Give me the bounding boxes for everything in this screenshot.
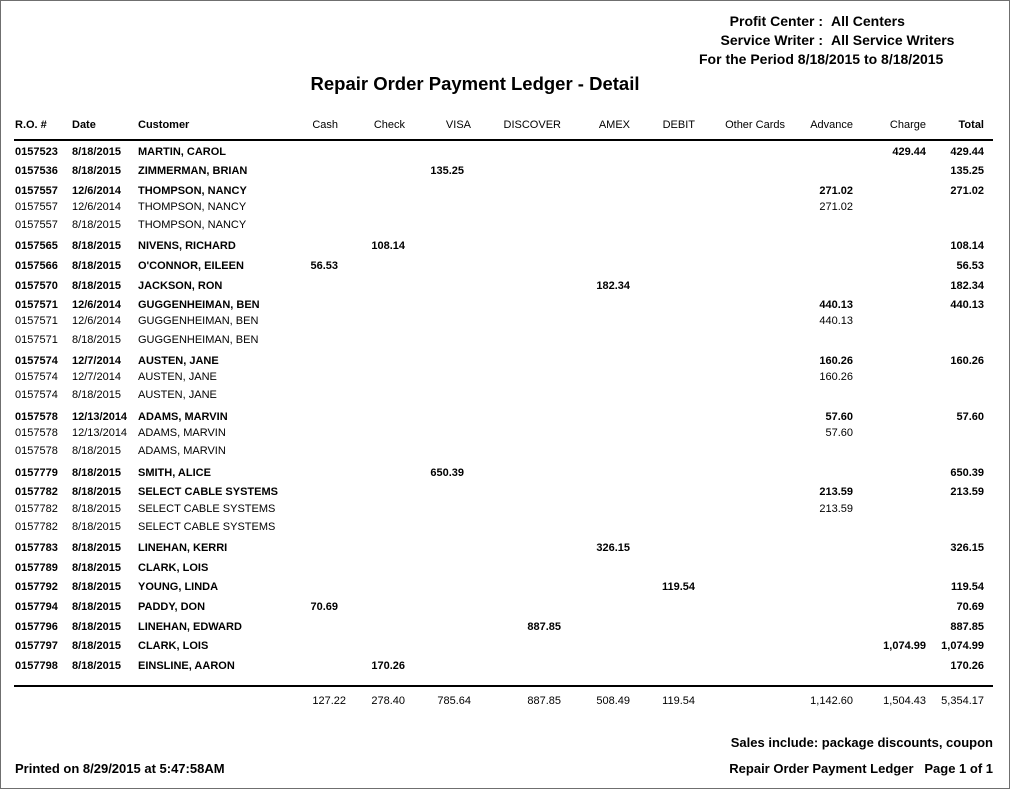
row-ro-number: 0157797 — [15, 640, 58, 652]
row-date: 12/13/2014 — [72, 411, 128, 423]
col-date: Date — [72, 119, 96, 131]
col-total: Total — [958, 119, 984, 131]
row-cash-amount: 70.69 — [310, 601, 338, 613]
page-footer — [729, 761, 993, 776]
row-ro-number: 0157571 — [15, 334, 58, 346]
printed-on: Printed on 8/29/2015 at 5:47:58AM — [15, 761, 225, 776]
row-advance-amount: 271.02 — [819, 185, 853, 197]
col-discover: DISCOVER — [503, 119, 561, 131]
row-customer: SELECT CABLE SYSTEMS — [138, 521, 276, 533]
row-customer: ADAMS, MARVIN — [138, 411, 228, 423]
row-date: 12/6/2014 — [72, 315, 121, 327]
row-total-amount: 119.54 — [950, 581, 984, 593]
page-number: Page 1 of 1 — [924, 761, 993, 776]
row-customer: SELECT CABLE SYSTEMS — [138, 486, 278, 498]
row-ro-number: 0157571 — [15, 315, 58, 327]
row-customer: GUGGENHEIMAN, BEN — [138, 299, 260, 311]
row-customer: SELECT CABLE SYSTEMS — [138, 503, 276, 515]
row-customer: LINEHAN, EDWARD — [138, 621, 242, 633]
row-check-amount: 108.14 — [371, 240, 405, 252]
row-ro-number: 0157798 — [15, 660, 58, 672]
row-ro-number: 0157574 — [15, 355, 58, 367]
row-total-amount: 650.39 — [950, 467, 984, 479]
row-ro-number: 0157557 — [15, 185, 58, 197]
row-total-amount: 271.02 — [950, 185, 984, 197]
row-date: 8/18/2015 — [72, 521, 121, 533]
col-visa: VISA — [445, 119, 471, 131]
row-date: 8/18/2015 — [72, 240, 121, 252]
row-charge-amount: 1,074.99 — [883, 640, 926, 652]
profit-center-label: Profit Center : — [729, 13, 823, 29]
row-ro-number: 0157578 — [15, 411, 58, 423]
row-date: 8/18/2015 — [72, 146, 121, 158]
row-ro-number: 0157782 — [15, 521, 58, 533]
row-ro-number: 0157783 — [15, 542, 58, 554]
row-debit-amount: 119.54 — [661, 581, 695, 593]
row-date: 12/7/2014 — [72, 371, 121, 383]
row-advance-amount: 213.59 — [819, 486, 853, 498]
row-ro-number: 0157566 — [15, 260, 58, 272]
row-ro-number: 0157578 — [15, 427, 58, 439]
total-amex: 508.49 — [596, 695, 630, 707]
row-customer: AUSTEN, JANE — [138, 355, 219, 367]
col-charge: Charge — [889, 119, 926, 131]
row-date: 12/7/2014 — [72, 355, 121, 367]
row-customer: YOUNG, LINDA — [138, 581, 219, 593]
row-customer: O'CONNOR, EILEEN — [138, 260, 244, 272]
totals-rule — [14, 685, 993, 687]
row-ro-number: 0157557 — [15, 219, 58, 231]
col-ro: R.O. # — [15, 119, 47, 131]
row-customer: THOMPSON, NANCY — [138, 201, 247, 213]
total-debit: 119.54 — [662, 695, 695, 707]
row-ro-number: 0157782 — [15, 503, 58, 515]
row-total-amount: 160.26 — [950, 355, 984, 367]
row-date: 8/18/2015 — [72, 621, 121, 633]
row-date: 12/6/2014 — [72, 299, 121, 311]
total-advance: 1,142.60 — [810, 695, 853, 707]
row-ro-number: 0157792 — [15, 581, 58, 593]
row-customer: AUSTEN, JANE — [138, 389, 217, 401]
row-advance-amount: 57.60 — [825, 411, 853, 423]
row-customer: ZIMMERMAN, BRIAN — [138, 165, 248, 177]
row-advance-amount: 440.13 — [819, 299, 853, 311]
total-visa: 785.64 — [437, 695, 471, 707]
row-total-amount: 440.13 — [950, 299, 984, 311]
col-other: Other Cards — [725, 119, 785, 131]
col-check: Check — [373, 119, 405, 131]
total-cash: 127.22 — [312, 695, 346, 707]
row-total-amount: 70.69 — [956, 601, 984, 613]
row-visa-amount: 650.39 — [430, 467, 464, 479]
row-visa-amount: 135.25 — [430, 165, 464, 177]
row-ro-number: 0157523 — [15, 146, 58, 158]
row-total-amount: 1,074.99 — [941, 640, 984, 652]
row-customer: GUGGENHEIMAN, BEN — [138, 315, 259, 327]
row-date: 12/6/2014 — [72, 201, 121, 213]
total-total: 5,354.17 — [941, 695, 984, 707]
row-customer: NIVENS, RICHARD — [138, 240, 236, 252]
row-date: 8/18/2015 — [72, 486, 121, 498]
row-ro-number: 0157570 — [15, 280, 58, 292]
row-customer: SMITH, ALICE — [138, 467, 211, 479]
row-amex-amount: 182.34 — [596, 280, 630, 292]
row-total-amount: 326.15 — [950, 542, 984, 554]
report-period: For the Period 8/18/2015 to 8/18/2015 — [699, 51, 944, 67]
row-advance-amount: 271.02 — [819, 201, 853, 213]
row-discover-amount: 887.85 — [527, 621, 561, 633]
row-date: 8/18/2015 — [72, 260, 121, 272]
row-advance-amount: 160.26 — [819, 371, 853, 383]
row-ro-number: 0157574 — [15, 389, 58, 401]
header-rule — [14, 139, 993, 141]
row-total-amount: 56.53 — [956, 260, 984, 272]
row-date: 8/18/2015 — [72, 165, 121, 177]
row-customer: AUSTEN, JANE — [138, 371, 217, 383]
row-ro-number: 0157565 — [15, 240, 58, 252]
row-total-amount: 429.44 — [950, 146, 984, 158]
row-date: 12/6/2014 — [72, 185, 121, 197]
row-customer: ADAMS, MARVIN — [138, 445, 226, 457]
row-total-amount: 213.59 — [950, 486, 984, 498]
total-charge: 1,504.43 — [883, 695, 926, 707]
col-debit: DEBIT — [662, 119, 695, 131]
report-title: Repair Order Payment Ledger - Detail — [310, 73, 640, 94]
row-date: 8/18/2015 — [72, 601, 121, 613]
row-advance-amount: 160.26 — [819, 355, 853, 367]
row-total-amount: 887.85 — [950, 621, 984, 633]
row-ro-number: 0157779 — [15, 467, 58, 479]
row-customer: CLARK, LOIS — [138, 640, 209, 652]
row-date: 8/18/2015 — [72, 389, 121, 401]
col-cash: Cash — [312, 119, 338, 131]
row-date: 8/18/2015 — [72, 562, 121, 574]
row-amex-amount: 326.15 — [596, 542, 630, 554]
total-discover: 887.85 — [527, 695, 561, 707]
row-customer: GUGGENHEIMAN, BEN — [138, 334, 259, 346]
row-total-amount: 108.14 — [950, 240, 984, 252]
col-amex: AMEX — [598, 119, 630, 131]
row-ro-number: 0157574 — [15, 371, 58, 383]
row-cash-amount: 56.53 — [310, 260, 338, 272]
row-date: 8/18/2015 — [72, 467, 121, 479]
row-ro-number: 0157796 — [15, 621, 58, 633]
row-date: 8/18/2015 — [72, 280, 121, 292]
row-ro-number: 0157782 — [15, 486, 58, 498]
row-customer: EINSLINE, AARON — [138, 660, 235, 672]
row-total-amount: 182.34 — [950, 280, 984, 292]
service-writer-label: Service Writer : — [720, 32, 823, 48]
col-customer: Customer — [138, 119, 190, 131]
row-ro-number: 0157578 — [15, 445, 58, 457]
row-ro-number: 0157571 — [15, 299, 58, 311]
row-total-amount: 135.25 — [950, 165, 984, 177]
row-date: 8/18/2015 — [72, 640, 121, 652]
service-writer-value: All Service Writers — [831, 32, 955, 48]
row-date: 8/18/2015 — [72, 660, 121, 672]
row-customer: LINEHAN, KERRI — [138, 542, 228, 554]
row-advance-amount: 440.13 — [819, 315, 853, 327]
row-customer: THOMPSON, NANCY — [138, 219, 247, 231]
row-customer: THOMPSON, NANCY — [138, 185, 247, 197]
row-date: 8/18/2015 — [72, 542, 121, 554]
row-advance-amount: 213.59 — [819, 503, 853, 515]
row-customer: ADAMS, MARVIN — [138, 427, 226, 439]
row-date: 8/18/2015 — [72, 334, 121, 346]
report-name: Repair Order Payment Ledger — [729, 761, 914, 776]
row-customer: MARTIN, CAROL — [138, 146, 226, 158]
row-charge-amount: 429.44 — [892, 146, 926, 158]
row-total-amount: 57.60 — [956, 411, 984, 423]
row-date: 8/18/2015 — [72, 445, 121, 457]
col-advance: Advance — [810, 119, 853, 131]
row-check-amount: 170.26 — [371, 660, 405, 672]
row-advance-amount: 57.60 — [825, 427, 853, 439]
row-ro-number: 0157794 — [15, 601, 58, 613]
row-ro-number: 0157557 — [15, 201, 58, 213]
row-date: 8/18/2015 — [72, 503, 121, 515]
row-customer: PADDY, DON — [138, 601, 206, 613]
row-date: 12/13/2014 — [72, 427, 128, 439]
row-ro-number: 0157789 — [15, 562, 58, 574]
sales-include-note: Sales include: package discounts, coupon — [730, 735, 993, 750]
profit-center-value: All Centers — [831, 13, 905, 29]
row-date: 8/18/2015 — [72, 581, 121, 593]
row-ro-number: 0157536 — [15, 165, 58, 177]
row-date: 8/18/2015 — [72, 219, 121, 231]
row-customer: JACKSON, RON — [138, 280, 223, 292]
total-check: 278.40 — [371, 695, 405, 707]
row-customer: CLARK, LOIS — [138, 562, 209, 574]
row-total-amount: 170.26 — [950, 660, 984, 672]
